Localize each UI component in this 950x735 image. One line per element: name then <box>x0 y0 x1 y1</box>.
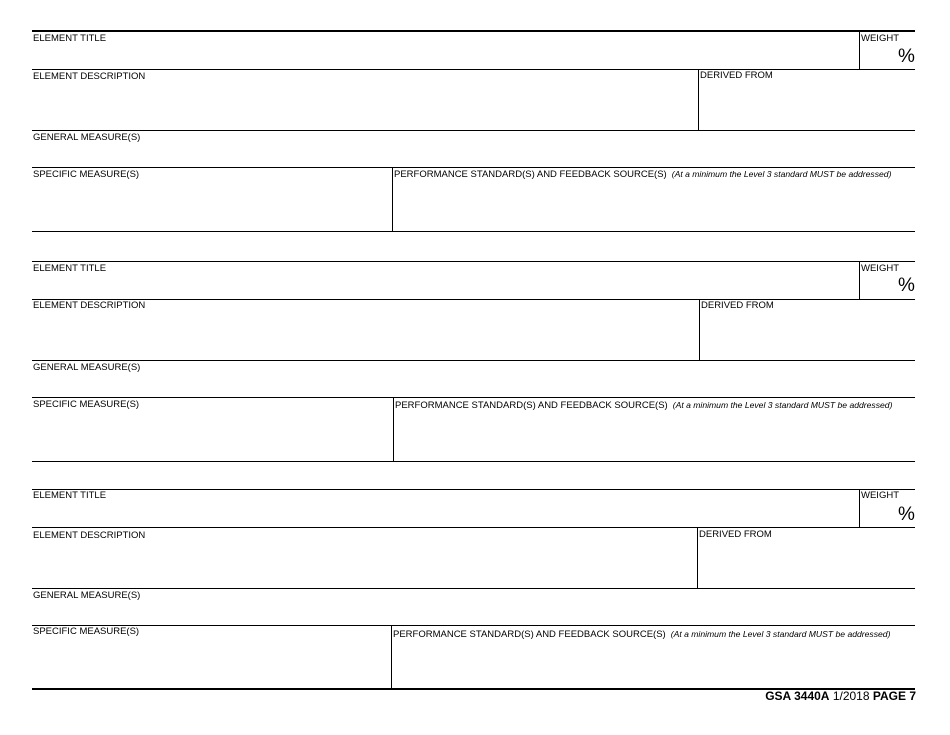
performance-note: (At a minimum the Level 3 standard MUST be addressed) <box>672 400 893 410</box>
performance-note: (At a minimum the Level 3 standard MUST be addressed) <box>671 169 892 179</box>
element-description-field[interactable] <box>33 84 695 128</box>
row-rule <box>32 167 915 168</box>
element-description-field[interactable] <box>33 543 694 586</box>
element-description-label: ELEMENT DESCRIPTION <box>33 71 146 82</box>
row-rule <box>32 527 915 528</box>
percent-sign: % <box>898 504 915 525</box>
general-measures-label: GENERAL MEASURE(S) <box>33 590 141 601</box>
page-number: PAGE 7 <box>872 689 916 703</box>
row-rule <box>32 130 915 131</box>
form-footer <box>765 689 916 703</box>
section-bottom-rule <box>32 461 915 462</box>
form-revision: 1/2018 <box>832 689 870 703</box>
derived-from-field[interactable] <box>700 83 912 127</box>
derived-from-label: DERIVED FROM <box>701 300 774 311</box>
section-top-rule <box>32 489 915 490</box>
element-title-field[interactable] <box>33 45 857 67</box>
specific-measures-label: SPECIFIC MEASURE(S) <box>33 399 140 410</box>
element-title-field[interactable] <box>33 275 857 297</box>
performance-standards-label: PERFORMANCE STANDARD(S) AND FEEDBACK SOURCE(S) (At a minimum the Level 3 standard MUST be addressed) <box>394 169 892 180</box>
percent-sign: % <box>898 46 915 67</box>
element-title-label: ELEMENT TITLE <box>33 263 107 274</box>
derived-from-field[interactable] <box>701 313 912 357</box>
element-title-label: ELEMENT TITLE <box>33 490 107 501</box>
element-description-field[interactable] <box>33 313 696 357</box>
derived-from-divider <box>698 70 699 130</box>
element-description-label: ELEMENT DESCRIPTION <box>33 530 146 541</box>
form-id: GSA 3440A <box>765 689 830 703</box>
weight-divider <box>859 262 860 299</box>
performance-standards-label: PERFORMANCE STANDARD(S) AND FEEDBACK SOURCE(S) (At a minimum the Level 3 standard MUST be addressed) <box>393 629 891 640</box>
weight-divider <box>859 490 860 527</box>
specific-measures-label: SPECIFIC MEASURE(S) <box>33 169 140 180</box>
derived-from-divider <box>697 528 698 588</box>
weight-field[interactable] <box>861 276 895 296</box>
specific-measures-field[interactable] <box>33 639 388 685</box>
performance-divider <box>392 168 393 231</box>
row-rule <box>32 69 915 70</box>
performance-standards-field[interactable] <box>393 642 912 686</box>
section-bottom-rule <box>32 231 915 232</box>
derived-from-label: DERIVED FROM <box>699 529 772 540</box>
section-top-rule <box>32 30 915 32</box>
performance-divider <box>391 626 392 688</box>
weight-field[interactable] <box>861 46 895 66</box>
element-title-field[interactable] <box>33 503 857 525</box>
general-measures-field[interactable] <box>33 145 913 165</box>
weight-divider <box>859 31 860 69</box>
row-rule <box>32 625 915 626</box>
performance-standards-field[interactable] <box>395 413 912 458</box>
section-top-rule <box>32 261 915 262</box>
general-measures-field[interactable] <box>33 375 913 395</box>
row-rule <box>32 360 915 361</box>
general-measures-label: GENERAL MEASURE(S) <box>33 132 141 143</box>
derived-from-field[interactable] <box>699 542 912 586</box>
specific-measures-field[interactable] <box>33 182 389 228</box>
element-title-label: ELEMENT TITLE <box>33 33 107 44</box>
weight-label: WEIGHT <box>861 490 899 501</box>
performance-standards-field[interactable] <box>394 182 912 228</box>
derived-from-divider <box>699 300 700 360</box>
performance-note: (At a minimum the Level 3 standard MUST be addressed) <box>670 629 891 639</box>
derived-from-label: DERIVED FROM <box>700 70 773 81</box>
weight-label: WEIGHT <box>861 263 899 274</box>
general-measures-label: GENERAL MEASURE(S) <box>33 362 141 373</box>
percent-sign: % <box>898 275 915 296</box>
element-description-label: ELEMENT DESCRIPTION <box>33 300 146 311</box>
performance-standards-label: PERFORMANCE STANDARD(S) AND FEEDBACK SOURCE(S) (At a minimum the Level 3 standard MUST be addressed) <box>395 400 893 411</box>
specific-measures-label: SPECIFIC MEASURE(S) <box>33 626 140 637</box>
performance-divider <box>393 398 394 461</box>
weight-label: WEIGHT <box>861 33 899 44</box>
row-rule <box>32 299 915 300</box>
specific-measures-field[interactable] <box>33 412 390 458</box>
weight-field[interactable] <box>861 504 895 524</box>
general-measures-field[interactable] <box>33 603 913 623</box>
row-rule <box>32 397 915 398</box>
row-rule <box>32 588 915 589</box>
